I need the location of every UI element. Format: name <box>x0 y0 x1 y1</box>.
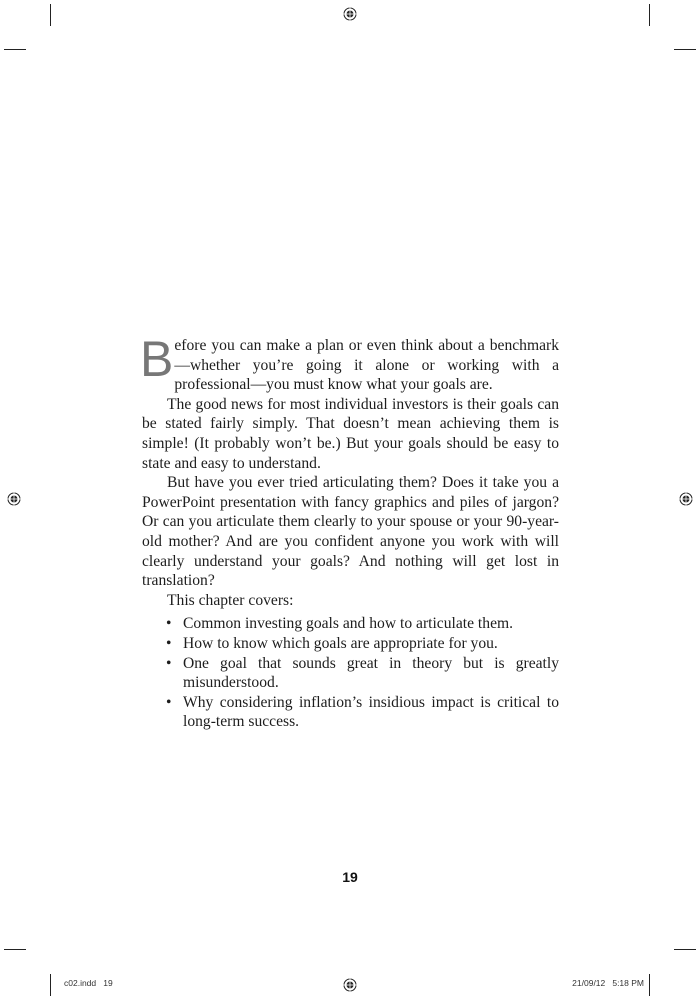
drop-cap: B <box>140 331 174 387</box>
chapter-body <box>140 331 559 732</box>
crop-mark-bottom-right-horizontal <box>674 949 696 950</box>
registration-mark-icon <box>343 7 357 21</box>
crop-mark-bottom-right-vertical <box>649 974 650 996</box>
list-item-text: Common investing goals and how to articulate them. <box>183 615 514 633</box>
opening-paragraph-text: efore you can make a plan or even think about a benchmark—whether you’re going it alone or working with a professional—you must know what your goals are. <box>174 337 559 394</box>
bullet-icon: • <box>166 615 172 633</box>
bullet-icon: • <box>166 654 172 672</box>
crop-mark-top-left-vertical <box>50 4 51 26</box>
registration-mark-icon <box>7 492 21 506</box>
bullet-icon: • <box>166 693 172 711</box>
registration-mark-icon <box>679 492 693 506</box>
slug-datetime: 21/09/12 5:18 PM <box>572 978 644 988</box>
crop-mark-top-right-vertical <box>649 4 650 26</box>
chapter-covers-intro: This chapter covers: <box>167 591 294 609</box>
bullet-icon: • <box>166 634 172 652</box>
bullet-list <box>142 614 559 732</box>
registration-mark-icon <box>343 978 357 992</box>
paragraph: The good news for most individual investors is their goals can be stated fairly simply. That doesn’t mean achieving them is simple! (It probably won’t be.) But your goals should be easy to state and easy to understand. <box>142 395 559 472</box>
crop-mark-top-right-horizontal <box>674 49 696 50</box>
list-item <box>142 693 559 732</box>
list-item-text: How to know which goals are appropriate for you. <box>183 634 498 652</box>
slug-filename: c02.indd 19 <box>64 978 113 988</box>
crop-mark-bottom-left-horizontal <box>4 949 26 950</box>
list-item-text: One goal that sounds great in theory but is greatly misunderstood. <box>183 654 559 692</box>
list-item <box>142 614 559 634</box>
list-item <box>142 654 559 693</box>
list-item <box>142 634 559 654</box>
page-number: 19 <box>342 869 358 885</box>
list-item-text: Why considering inflation’s insidious impact is critical to long-term success. <box>183 693 559 731</box>
crop-mark-top-left-horizontal <box>4 49 26 50</box>
opening-paragraph <box>140 331 559 395</box>
paragraph: But have you ever tried articulating them? Does it take you a PowerPoint presentation with fancy graphics and piles of jargon? Or can you articulate them clearly to your spouse or your 90-year-old mother? And are you confident anyone you work with will clearly understand your goals? And nothing will get lost in translation? <box>142 474 559 590</box>
crop-mark-bottom-left-vertical <box>50 974 51 996</box>
